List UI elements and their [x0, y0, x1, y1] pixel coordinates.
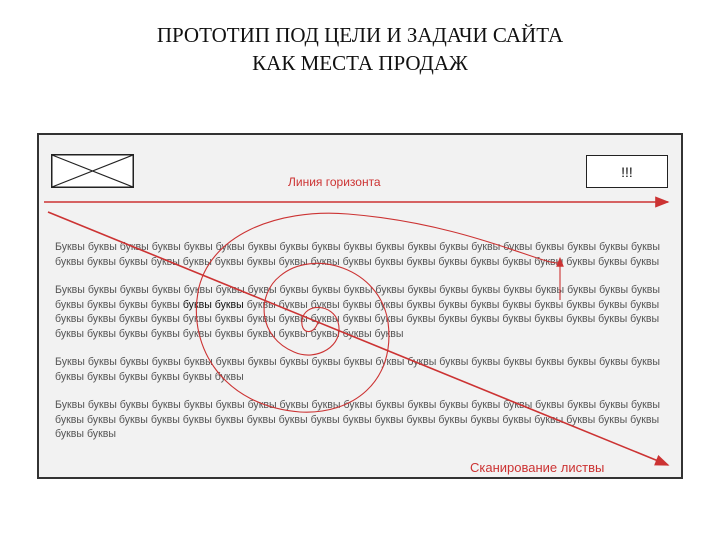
alert-text: !!!: [621, 163, 633, 180]
highlighted-text: буквы буквы: [182, 298, 244, 311]
text-line: буквы буквы буквы буквы буквы буквы: [55, 370, 244, 383]
text-line: буквы буквы: [55, 428, 116, 441]
text-segment: буквы буквы буквы буквы: [55, 298, 183, 311]
scanning-label: Сканирование листвы: [470, 460, 605, 475]
slide-title-line-2: КАК МЕСТА ПРОДАЖ: [252, 51, 468, 75]
text-line: буквы буквы буквы буквы буквы буквы буквы буквы буквы буквы буквы: [55, 327, 404, 340]
text-line: Буквы буквы буквы буквы буквы буквы буквы буквы буквы буквы буквы буквы буквы буквы буквы буквы буквы буквы буквы: [55, 399, 661, 411]
text-line: буквы буквы буквы буквы буквы буквы буквы буквы буквы буквы буквы буквы буквы буквы буквы буквы буквы буквы буквы: [55, 413, 660, 426]
scan-diagonal-arrow: [48, 212, 668, 465]
text-line: Буквы буквы буквы буквы буквы буквы буквы буквы буквы буквы буквы буквы буквы буквы буквы буквы буквы буквы буквы: [55, 284, 661, 296]
horizon-line-label: Линия горизонта: [288, 175, 381, 189]
reading-spiral-path: [196, 213, 560, 412]
text-line: Буквы буквы буквы буквы буквы буквы буквы буквы буквы буквы буквы буквы буквы буквы буквы буквы буквы буквы буквы: [55, 356, 661, 368]
text-segment: буквы буквы буквы буквы буквы буквы буквы буквы буквы буквы буквы буквы буквы: [243, 298, 660, 311]
text-line: буквы буквы буквы буквы буквы буквы буквы буквы буквы буквы буквы буквы буквы буквы буквы буквы буквы буквы буквы: [55, 313, 660, 326]
slide-title-line-1: ПРОТОТИП ПОД ЦЕЛИ И ЗАДАЧИ САЙТА: [156, 23, 564, 47]
text-line: буквы буквы буквы буквы буквы буквы буквы буквы буквы буквы буквы буквы буквы буквы буквы буквы буквы буквы буквы: [55, 255, 660, 268]
text-line: Буквы буквы буквы буквы буквы буквы буквы буквы буквы буквы буквы буквы буквы буквы буквы буквы буквы буквы буквы: [55, 241, 661, 253]
